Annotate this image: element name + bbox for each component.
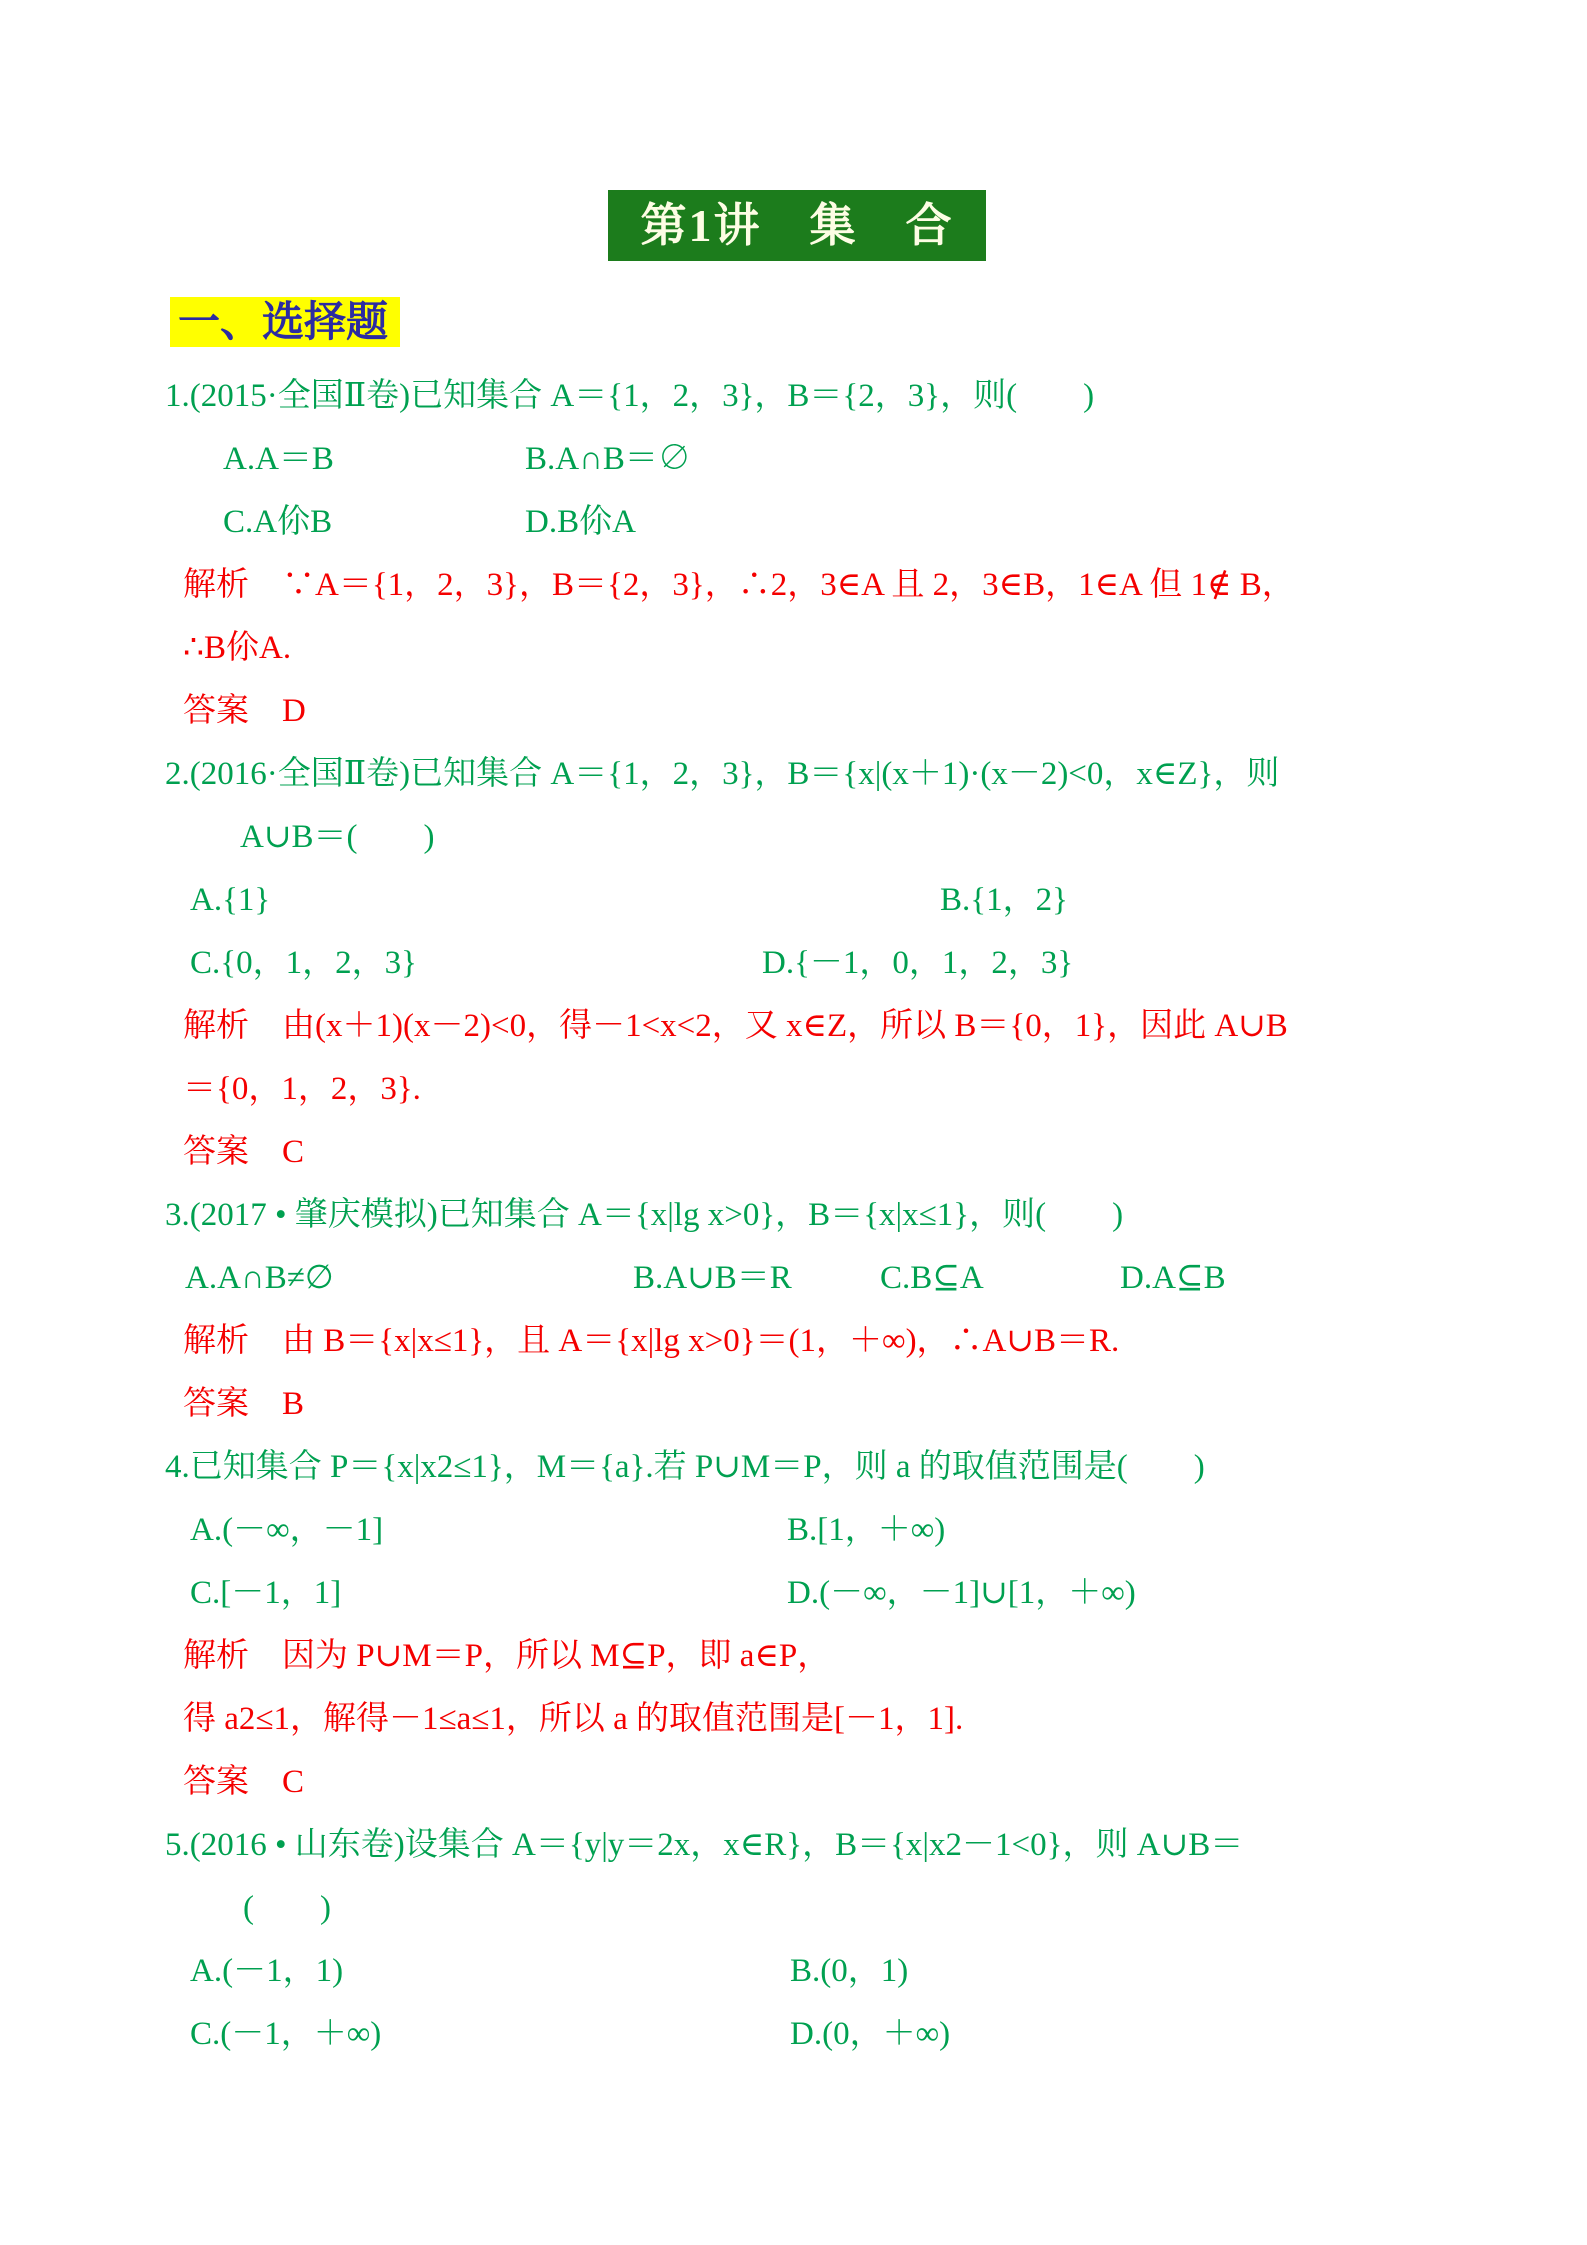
q1-answer: 答案 D: [183, 693, 306, 729]
q4-option-d: D.(－∞，－1]∪[1，＋∞): [787, 1575, 1136, 1611]
q1-analysis-line-2: ∴B伱A.: [183, 630, 292, 666]
q5-option-c: C.(－1，＋∞): [190, 2016, 382, 2052]
q2-option-c: C.{0，1，2，3}: [190, 945, 417, 981]
q1-option-b: B.A∩B＝∅: [525, 441, 691, 477]
q3-option-d: D.A⊆B: [1120, 1260, 1226, 1296]
q4-option-b: B.[1，＋∞): [787, 1512, 946, 1548]
q1-stem: 1.(2015·全国Ⅱ卷)已知集合 A＝{1，2，3}，B＝{2，3}，则( ): [165, 378, 1095, 414]
q3-option-c: C.B⊆A: [880, 1260, 984, 1296]
q1-option-c: C.A伱B: [223, 504, 333, 540]
q3-option-b: B.A∪B＝R: [633, 1260, 792, 1296]
q1-option-d: D.B伱A: [525, 504, 636, 540]
q4-analysis-line-1: 解析 因为 P∪M＝P，所以 M⊆P，即 a∈P，: [183, 1638, 831, 1674]
q4-stem: 4.已知集合 P＝{x|x2≤1}，M＝{a}.若 P∪M＝P，则 a 的取值范围是( ): [165, 1449, 1205, 1485]
q3-analysis-line-1: 解析 由 B＝{x|x≤1}，且 A＝{x|lg x>0}＝(1，＋∞)，∴A∪B＝R.: [183, 1323, 1120, 1359]
q3-stem: 3.(2017 • 肇庆模拟)已知集合 A＝{x|lg x>0}，B＝{x|x≤1}，则( ): [165, 1197, 1124, 1233]
q4-option-c: C.[－1，1]: [190, 1575, 342, 1611]
q2-option-d: D.{－1，0，1，2，3}: [762, 945, 1074, 981]
q2-stem-line-2: A∪B＝( ): [240, 819, 435, 855]
q5-option-a: A.(－1，1): [190, 1953, 344, 1989]
q1-analysis-line-1: 解析 ∵A＝{1，2，3}，B＝{2，3}，∴2，3∈A 且 2，3∈B，1∈A 但 1∉ B，: [183, 567, 1295, 603]
q4-option-a: A.(－∞，－1]: [190, 1512, 384, 1548]
q2-analysis-line-2: ＝{0，1，2，3}.: [183, 1071, 421, 1107]
q2-answer: 答案 C: [183, 1134, 305, 1170]
q3-option-a: A.A∩B≠∅: [185, 1260, 334, 1296]
q2-analysis-line-1: 解析 由(x＋1)(x－2)<0，得－1<x<2，又 x∈Z，所以 B＝{0，1}，因此 A∪B: [183, 1008, 1288, 1044]
q5-stem: 5.(2016 • 山东卷)设集合 A＝{y|y＝2x，x∈R}，B＝{x|x2－1<0}，则 A∪B＝: [165, 1827, 1244, 1863]
chapter-title-banner: 第1讲 集 合: [608, 190, 986, 261]
q4-analysis-line-2: 得 a2≤1，解得－1≤a≤1，所以 a 的取值范围是[－1，1].: [183, 1701, 964, 1737]
q2-option-a: A.{1}: [190, 882, 271, 918]
q5-option-b: B.(0，1): [790, 1953, 909, 1989]
q2-stem: 2.(2016·全国Ⅱ卷)已知集合 A＝{1，2，3}，B＝{x|(x＋1)·(x－2)<0，x∈Z}，则: [165, 756, 1280, 792]
q2-option-b: B.{1，2}: [940, 882, 1068, 918]
q5-option-d: D.(0，＋∞): [790, 2016, 951, 2052]
q3-answer: 答案 B: [183, 1386, 305, 1422]
q1-option-a: A.A＝B: [223, 441, 334, 477]
q4-answer: 答案 C: [183, 1764, 305, 1800]
section-heading-multiple-choice: 一、选择题: [170, 297, 400, 347]
q5-stem-line-2: ( ): [243, 1890, 331, 1926]
